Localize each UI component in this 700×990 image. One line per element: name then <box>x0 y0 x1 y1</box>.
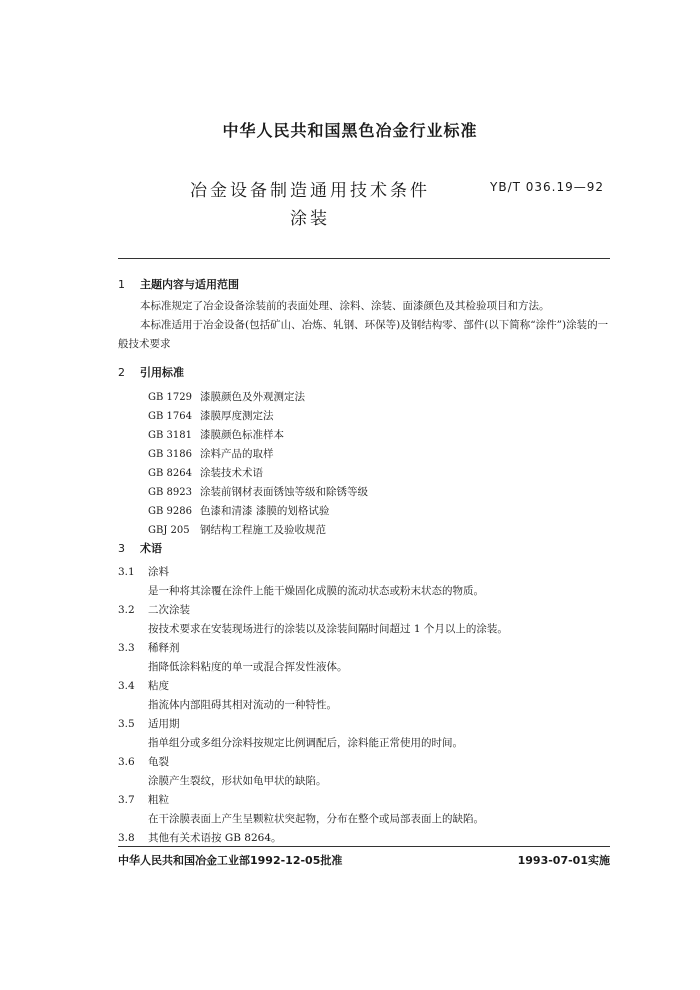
reference-item <box>148 445 368 464</box>
reference-list <box>148 388 368 540</box>
reference-name: 钢结构工程施工及验收规范 <box>200 524 326 536</box>
reference-code: GB 1729 <box>148 392 192 403</box>
reference-code: GB 3181 <box>148 430 192 441</box>
reference-item <box>148 464 368 483</box>
section-2-title: 引用标准 <box>140 366 184 379</box>
reference-code: GB 9286 <box>148 506 192 517</box>
term-name: 二次涂装 <box>148 604 190 616</box>
term-definition: 指降低涂料粘度的单一或混合挥发性液体。 <box>148 661 348 673</box>
term-name: 粘度 <box>148 680 169 692</box>
term-heading <box>118 563 610 582</box>
reference-name: 漆膜颜色及外观测定法 <box>200 391 305 403</box>
term-heading <box>118 753 610 772</box>
term-name: 涂料 <box>148 566 169 578</box>
term-definition: 涂膜产生裂纹，形状如龟甲状的缺陷。 <box>148 775 327 787</box>
section-1-heading <box>118 276 239 292</box>
reference-name: 漆膜厚度测定法 <box>200 410 274 422</box>
term-name: 龟裂 <box>148 756 169 768</box>
section-3-title: 术语 <box>140 542 162 555</box>
term-number: 3.5 <box>118 718 135 730</box>
term-number: 3.6 <box>118 756 135 768</box>
reference-name: 色漆和清漆 漆膜的划格试验 <box>200 505 330 517</box>
reference-item <box>148 388 368 407</box>
reference-code: GB 8264 <box>148 468 192 479</box>
term-definition: 指单组分或多组分涂料按规定比例调配后，涂料能正常使用的时间。 <box>148 737 463 749</box>
section-2-number: 2 <box>118 366 125 379</box>
term-name: 其他有关术语按 GB 8264。 <box>148 832 282 844</box>
section-2-heading <box>118 364 184 380</box>
reference-name: 涂装前钢材表面锈蚀等级和除锈等级 <box>200 486 368 498</box>
term-number: 3.7 <box>118 794 135 806</box>
reference-name: 涂装技术术语 <box>200 467 263 479</box>
term-number: 3.3 <box>118 642 135 654</box>
reference-code: GB 1764 <box>148 411 192 422</box>
term-heading <box>118 601 610 620</box>
term-number: 3.2 <box>118 604 135 616</box>
scope-paragraph-1: 本标准规定了冶金设备涂装前的表面处理、涂料、涂装、面漆颜色及其检验项目和方法。 <box>140 300 550 312</box>
reference-item <box>148 483 368 502</box>
term-definition: 按技术要求在安装现场进行的涂装以及涂装间隔时间超过 1 个月以上的涂装。 <box>148 623 508 635</box>
reference-item <box>148 502 368 521</box>
reference-item <box>148 426 368 445</box>
term-definition: 在干涂膜表面上产生呈颗粒状突起物，分布在整个或局部表面上的缺陷。 <box>148 813 484 825</box>
approval-statement: 中华人民共和国冶金工业部1992-12-05批准 <box>118 854 343 867</box>
term-number: 3.1 <box>118 566 135 578</box>
scope-paragraph-2: 本标准适用于冶金设备(包括矿山、冶炼、轧钢、环保等)及钢结构零、部件(以下简称“涂件”)涂装的一般技术要求 <box>118 319 609 350</box>
reference-item <box>148 521 368 540</box>
term-definition: 是一种将其涂覆在涂件上能干燥固化成膜的流动状态或粉末状态的物质。 <box>148 585 484 597</box>
term-heading <box>118 677 610 696</box>
term-definition: 指流体内部阻碍其相对流动的一种特性。 <box>148 699 337 711</box>
term-name: 粗粒 <box>148 794 169 806</box>
industry-standard-heading: 中华人民共和国黑色冶金行业标准 <box>222 121 478 140</box>
reference-code: GBJ 205 <box>148 525 190 536</box>
term-name: 适用期 <box>148 718 180 730</box>
header-divider <box>118 258 610 259</box>
section-3-number: 3 <box>118 542 125 555</box>
section-3-heading <box>118 540 162 556</box>
term-name: 稀释剂 <box>148 642 180 654</box>
reference-code: GB 8923 <box>148 487 192 498</box>
reference-name: 涂料产品的取样 <box>200 448 274 460</box>
term-heading <box>118 715 610 734</box>
term-number: 3.4 <box>118 680 135 692</box>
standard-code: YB/T 036.19—92 <box>490 180 605 194</box>
term-heading <box>118 791 610 810</box>
reference-code: GB 3186 <box>148 449 192 460</box>
term-number: 3.8 <box>118 832 135 844</box>
term-heading <box>118 639 610 658</box>
footer-divider <box>118 846 610 847</box>
section-1-title: 主题内容与适用范围 <box>140 278 239 291</box>
reference-item <box>148 407 368 426</box>
reference-name: 漆膜颜色标准样本 <box>200 429 284 441</box>
document-title: 冶金设备制造通用技术条件 <box>190 181 430 201</box>
terms-list <box>118 563 610 848</box>
section-1-number: 1 <box>118 278 125 291</box>
document-subtitle: 涂装 <box>290 209 330 229</box>
effective-date: 1993-07-01实施 <box>517 854 610 867</box>
